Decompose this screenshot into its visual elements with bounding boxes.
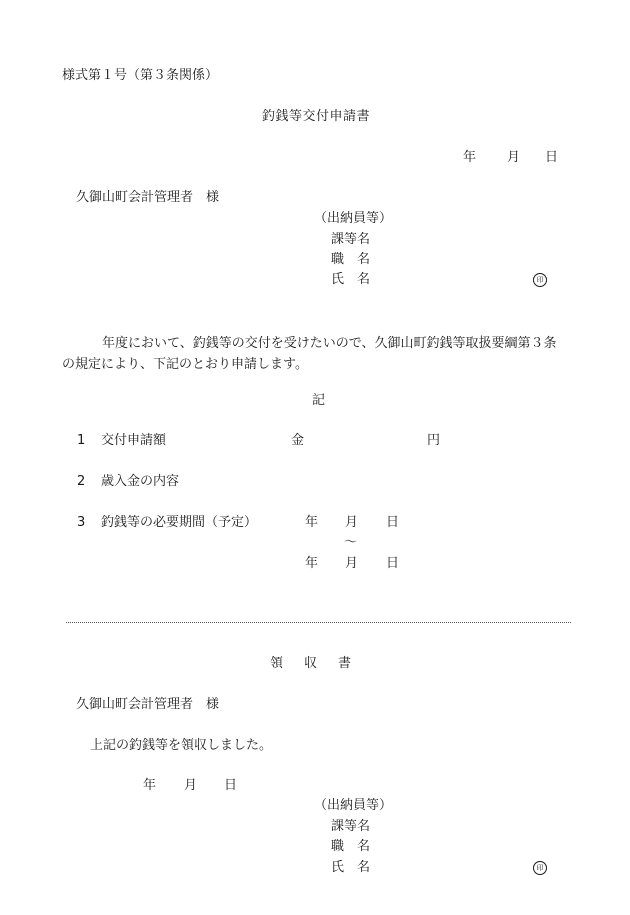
period-to-month: 月 — [345, 556, 359, 571]
date-day: 日 — [545, 150, 559, 165]
date-year: 年 — [463, 150, 477, 165]
signer-dept-label: 課等名 — [331, 819, 371, 834]
receipt-title: 領収書 — [270, 656, 373, 671]
applicant-role: （出納員等） — [314, 211, 393, 226]
receipt-text: 上記の釣銭等を領収しました。 — [90, 738, 273, 753]
period-tilde: ～ — [344, 535, 358, 550]
body-line-1: 年度において、釣銭等の交付を受けたいので、久御山町釣銭等取扱要綱第３条 — [102, 336, 557, 351]
item-number: 1 — [77, 433, 86, 448]
period-from-year: 年 — [305, 515, 319, 530]
date-month: 月 — [507, 150, 521, 165]
cut-line-divider — [66, 622, 571, 623]
applicant-name-label: 氏 名 — [331, 272, 371, 287]
seal-icon: 印 — [533, 861, 547, 875]
body-line-2: の規定により、下記のとおり申請します。 — [62, 357, 308, 372]
application-body — [62, 333, 582, 375]
amount-suffix: 円 — [427, 433, 441, 448]
item-number: 2 — [77, 474, 86, 489]
period-to-day: 日 — [386, 556, 400, 571]
date-month: 月 — [184, 778, 198, 793]
item-label: 釣銭等の必要期間（予定） — [101, 515, 258, 530]
document-title: 釣銭等交付申請書 — [262, 109, 371, 124]
form-number: 様式第１号（第３条関係） — [62, 68, 219, 83]
date-day: 日 — [224, 778, 238, 793]
item-number: 3 — [77, 515, 86, 530]
item-label: 歳入金の内容 — [101, 474, 180, 489]
ki-heading: 記 — [312, 393, 326, 408]
period-from-day: 日 — [386, 515, 400, 530]
receipt-addressee: 久御山町会計管理者 様 — [76, 697, 220, 712]
period-to-year: 年 — [305, 556, 319, 571]
date-year: 年 — [143, 778, 157, 793]
signer-role: （出納員等） — [314, 798, 393, 813]
item-label: 交付申請額 — [101, 433, 167, 448]
period-from-month: 月 — [345, 515, 359, 530]
signer-post-label: 職 名 — [331, 839, 371, 854]
signer-name-label: 氏 名 — [331, 860, 371, 875]
applicant-dept-label: 課等名 — [331, 232, 371, 247]
amount-prefix: 金 — [291, 433, 305, 448]
applicant-post-label: 職 名 — [331, 252, 371, 267]
seal-icon: 印 — [533, 273, 547, 287]
addressee: 久御山町会計管理者 様 — [76, 190, 220, 205]
